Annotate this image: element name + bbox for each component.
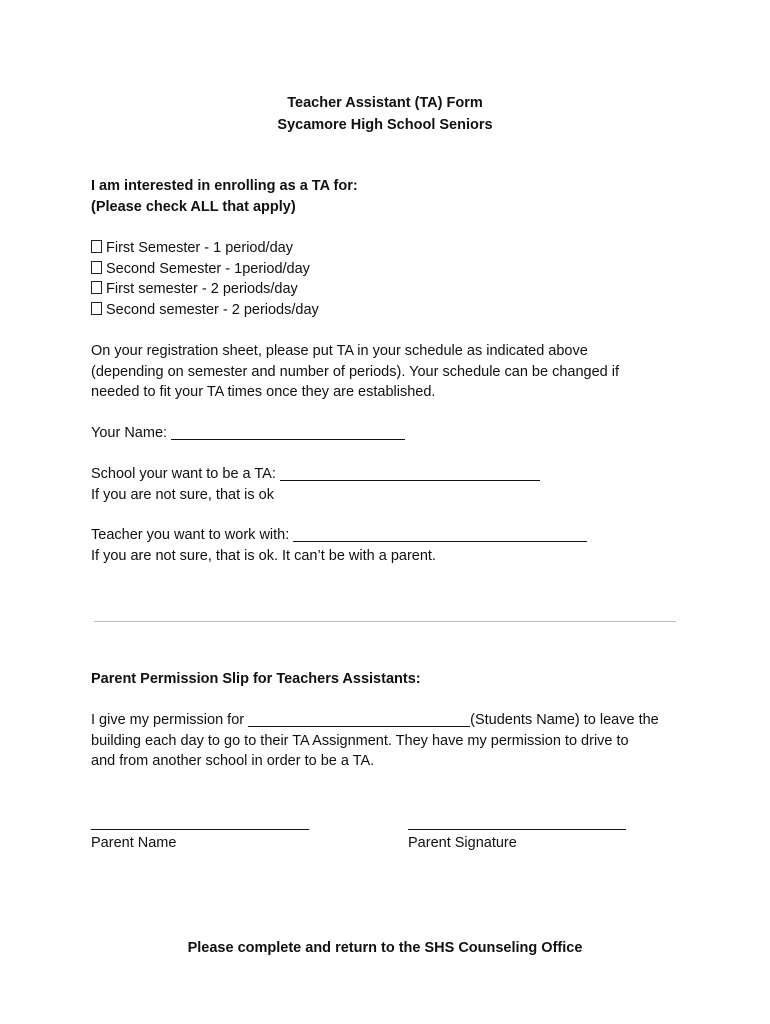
checkbox[interactable] <box>91 261 102 274</box>
option-label: Second Semester - 1period/day <box>106 261 310 277</box>
school-blank[interactable] <box>280 466 540 481</box>
parent-name-line[interactable] <box>91 829 309 830</box>
checkbox[interactable] <box>91 281 102 294</box>
parent-signature-label: Parent Signature <box>408 835 517 851</box>
student-name-blank[interactable] <box>248 712 470 727</box>
school-note: If you are not sure, that is ok <box>91 487 274 503</box>
form-title: Teacher Assistant (TA) Form <box>287 95 483 111</box>
registration-line-3: needed to fit your TA times once they are established. <box>91 384 436 400</box>
permission-heading: Parent Permission Slip for Teachers Assistants: <box>91 671 421 687</box>
parent-signature-line[interactable] <box>408 829 626 830</box>
teacher-note: If you are not sure, that is ok. It can’t be with a parent. <box>91 548 436 564</box>
permission-prefix: I give my permission for <box>91 712 245 728</box>
registration-line-2: (depending on semester and number of periods). Your schedule can be changed if <box>91 364 619 380</box>
permission-line-3: and from another school in order to be a TA. <box>91 753 375 769</box>
school-label: School your want to be a TA: <box>91 466 276 482</box>
teacher-label: Teacher you want to work with: <box>91 527 290 543</box>
option-first-semester-1[interactable] <box>91 240 293 256</box>
permission-line-2: building each day to go to their TA Assignment. They have my permission to drive to <box>91 733 629 749</box>
parent-name-label: Parent Name <box>91 835 177 851</box>
footer-instruction: Please complete and return to the SHS Counseling Office <box>187 940 583 956</box>
name-field-row <box>91 425 405 441</box>
option-second-semester-1[interactable] <box>91 261 310 277</box>
checkbox[interactable] <box>91 240 102 253</box>
teacher-blank[interactable] <box>293 527 587 542</box>
permission-suffix: (Students Name) to leave the <box>470 712 659 728</box>
option-label: First Semester - 1 period/day <box>106 240 293 256</box>
interest-instruction: (Please check ALL that apply) <box>91 199 296 215</box>
interest-heading: I am interested in enrolling as a TA for: <box>91 178 358 194</box>
form-subtitle: Sycamore High School Seniors <box>277 117 493 133</box>
permission-line-1 <box>91 712 659 728</box>
teacher-field-row <box>91 527 587 543</box>
option-second-semester-2[interactable] <box>91 302 319 318</box>
section-divider <box>94 621 676 622</box>
name-label: Your Name: <box>91 425 168 441</box>
option-label: First semester - 2 periods/day <box>106 281 298 297</box>
option-label: Second semester - 2 periods/day <box>106 302 319 318</box>
option-first-semester-2[interactable] <box>91 281 298 297</box>
checkbox[interactable] <box>91 302 102 315</box>
school-field-row <box>91 466 540 482</box>
name-blank[interactable] <box>171 425 405 440</box>
registration-line-1: On your registration sheet, please put TA in your schedule as indicated above <box>91 343 588 359</box>
